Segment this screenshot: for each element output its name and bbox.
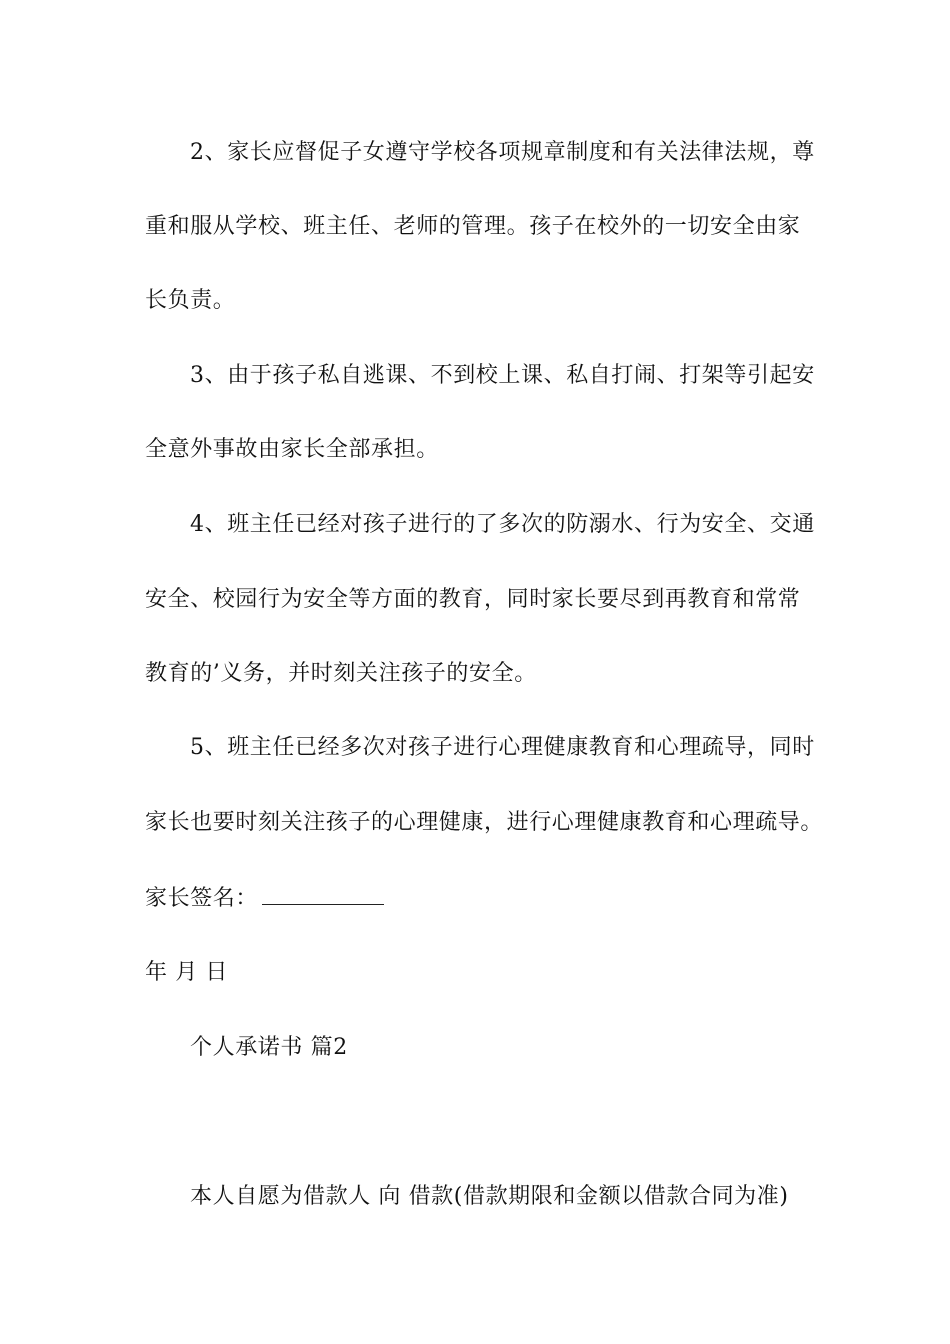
paragraph-4-line-1: 4、班主任已经对孩子进行的了多次的防溺水、行为安全、交通 xyxy=(190,512,815,537)
paragraph-3-line-2: 全意外事故由家长全部承担。 xyxy=(145,437,439,462)
paragraph-2-line-1: 2、家长应督促子女遵守学校各项规章制度和有关法律法规，尊 xyxy=(190,140,815,165)
paragraph-2-line-3: 长负责。 xyxy=(145,288,236,313)
section-title: 个人承诺书 篇2 xyxy=(190,1035,348,1060)
date-line: 年 月 日 xyxy=(145,960,228,985)
paragraph-3-line-1: 3、由于孩子私自逃课、不到校上课、私自打闹、打架等引起安 xyxy=(190,363,815,388)
paragraph-4-line-2: 安全、校园行为安全等方面的教育，同时家长要尽到再教育和常常 xyxy=(145,587,801,612)
signature-line xyxy=(145,884,815,914)
paragraph-5-line-1: 5、班主任已经多次对孩子进行心理健康教育和心理疏导，同时 xyxy=(190,735,815,760)
paragraph-5-line-2: 家长也要时刻关注孩子的心理健康，进行心理健康教育和心理疏导。 xyxy=(145,810,824,835)
signature-label: 家长签名： xyxy=(145,886,259,911)
paragraph-line: 本人自愿为借款人 向 借款(借款期限和金额以借款合同为准) xyxy=(190,1184,789,1209)
paragraph-4-line-3: 教育的’义务，并时刻关注孩子的安全。 xyxy=(145,661,537,686)
paragraph-2-line-2: 重和服从学校、班主任、老师的管理。孩子在校外的一切安全由家 xyxy=(145,214,801,239)
signature-blank xyxy=(262,884,384,905)
